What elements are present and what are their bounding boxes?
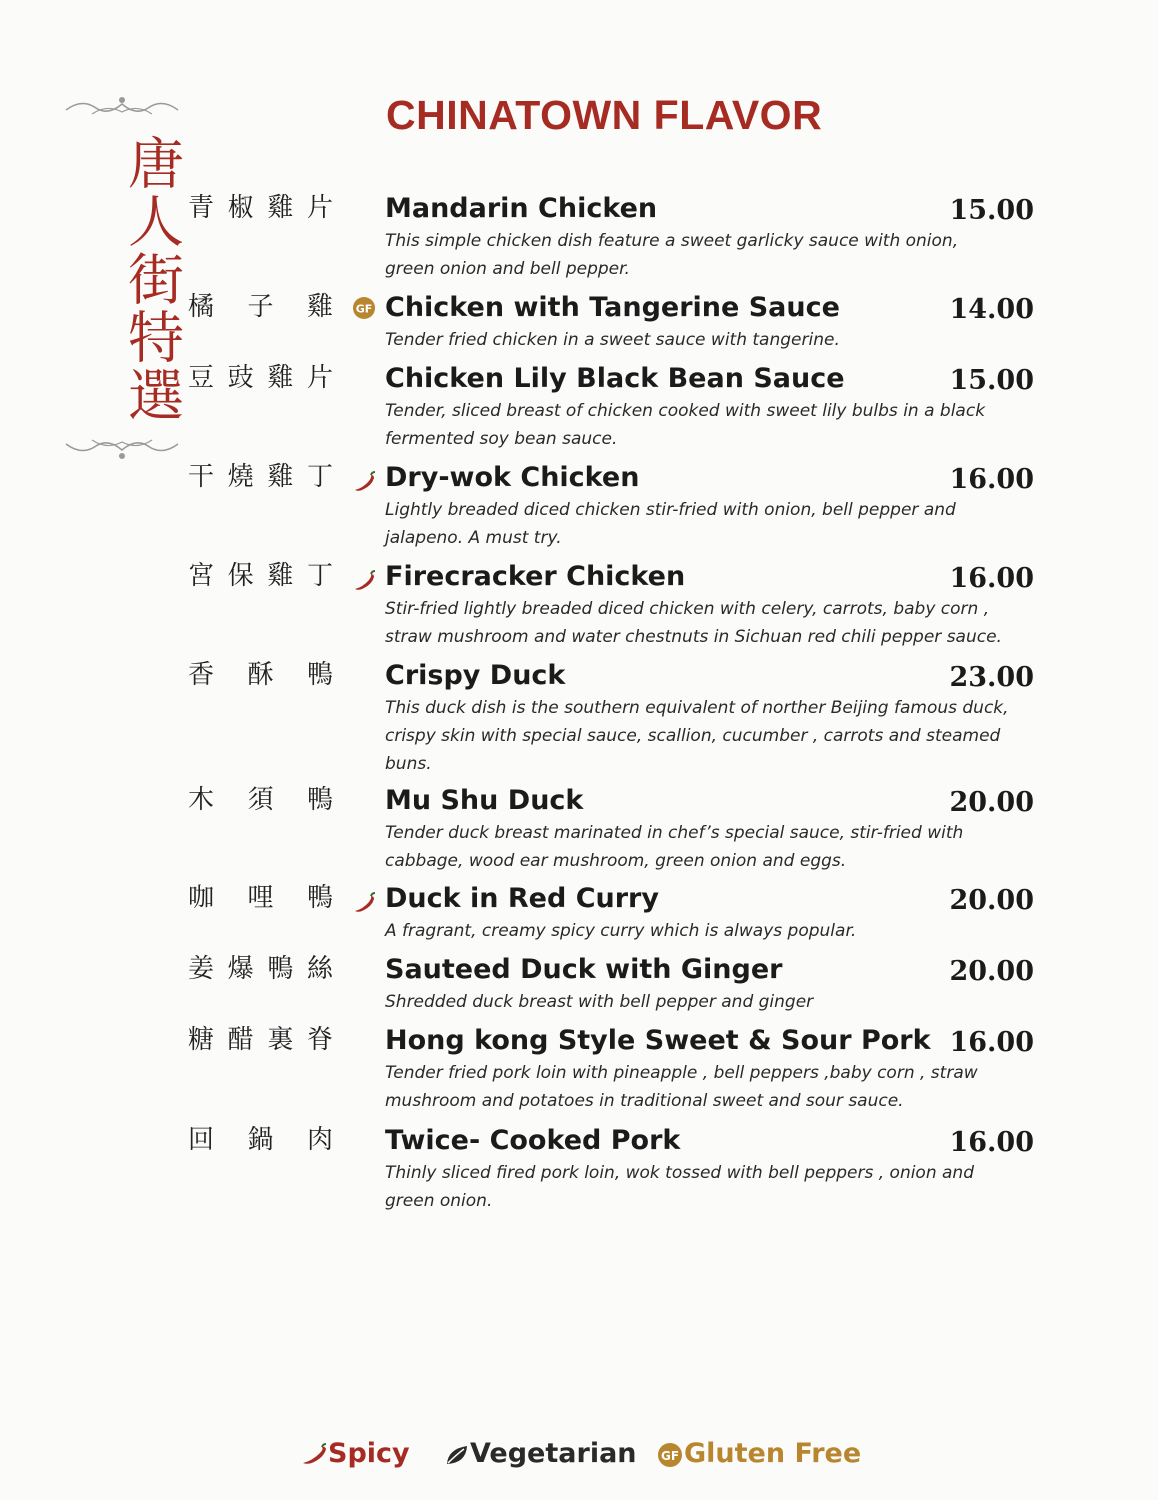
dish-description: This simple chicken dish feature a sweet garlicky sauce with onion, green onion and bell pepper. xyxy=(385,231,959,279)
gluten-free-icon xyxy=(656,1441,684,1469)
dish-chinese-name: 干燒雞丁 xyxy=(188,462,333,492)
legend-spicy-label: Spicy xyxy=(328,1438,410,1469)
side-title xyxy=(62,92,182,464)
dish-chinese-name: 橘子雞 xyxy=(188,292,333,322)
dish-description: Stir-fried lightly breaded diced chicken with celery, carrots, baby corn , straw mushroom and water chestnuts in Sichuan red chili pepper sauce. xyxy=(385,599,1002,647)
dish-chinese-name: 香酥鴨 xyxy=(188,660,333,690)
dish-chinese-name: 木須鴨 xyxy=(188,785,333,815)
legend-spicy xyxy=(300,1436,410,1472)
dish-description: Tender fried pork loin with pineapple , bell peppers ,baby corn , straw mushroom and potatoes in traditional sweet and sour sauce. xyxy=(385,1063,978,1111)
dish-chinese-name: 咖哩鴨 xyxy=(188,883,333,913)
dish-price: 14.00 xyxy=(949,294,1034,325)
dish-description: Tender, sliced breast of chicken cooked with sweet lily bulbs in a black fermented soy bean sauce. xyxy=(385,401,986,449)
gf-badge-text: GF xyxy=(355,302,373,316)
chili-icon xyxy=(300,1443,328,1467)
dish-description: Lightly breaded diced chicken stir-fried with onion, bell pepper and jalapeno. A must try. xyxy=(385,500,956,548)
dish-name: Duck in Red Curry xyxy=(385,883,659,914)
dish-chinese-name: 姜爆鴨絲 xyxy=(188,954,333,984)
dish-name: Crispy Duck xyxy=(385,660,566,691)
side-title-text: 唐人街特選 xyxy=(119,134,184,424)
dish-name: Chicken Lily Black Bean Sauce xyxy=(385,363,845,394)
dish-price: 15.00 xyxy=(949,365,1034,396)
ornament-top xyxy=(62,92,182,122)
legend-gluten-free-label: Gluten Free xyxy=(684,1438,862,1469)
dish-price: 16.00 xyxy=(949,464,1034,495)
dish-chinese-name: 青椒雞片 xyxy=(188,193,333,223)
legend-vegetarian-label: Vegetarian xyxy=(470,1438,637,1469)
dish-description: Tender duck breast marinated in chef’s special sauce, stir-fried with cabbage, wood ear mushroom, green onion and eggs. xyxy=(385,823,964,871)
dish-chinese-name: 豆豉雞片 xyxy=(188,363,333,393)
ornament-bottom xyxy=(62,432,182,462)
chili-icon xyxy=(352,470,376,494)
dish-name: Hong kong Style Sweet & Sour Pork xyxy=(385,1025,931,1056)
dish-description: Thinly sliced fired pork loin, wok tossed with bell peppers , onion and green onion. xyxy=(385,1163,974,1211)
dish-price: 20.00 xyxy=(949,885,1034,916)
dish-price: 16.00 xyxy=(949,1027,1034,1058)
dish-name: Firecracker Chicken xyxy=(385,561,686,592)
legend-gluten-free xyxy=(656,1436,861,1472)
dish-price: 20.00 xyxy=(949,787,1034,818)
dish-chinese-name: 糖醋裏脊 xyxy=(188,1025,333,1055)
dish-chinese-name: 宮保雞丁 xyxy=(188,561,333,591)
dish-price: 16.00 xyxy=(949,563,1034,594)
dish-name: Chicken with Tangerine Sauce xyxy=(385,292,840,323)
gluten-free-icon xyxy=(352,296,376,320)
leaf-icon xyxy=(444,1443,470,1467)
dish-name: Sauteed Duck with Ginger xyxy=(385,954,783,985)
dish-description: This duck dish is the southern equivalent of norther Beijing famous duck, crispy skin with special sauce, scallion, cucumber , carrots and steamed buns. xyxy=(385,698,1009,774)
dish-price: 15.00 xyxy=(949,195,1034,226)
dish-price: 20.00 xyxy=(949,956,1034,987)
dish-price: 16.00 xyxy=(949,1127,1034,1158)
dish-description: Shredded duck breast with bell pepper and ginger xyxy=(385,992,814,1012)
dish-description: Tender fried chicken in a sweet sauce with tangerine. xyxy=(385,330,840,350)
dish-description: A fragrant, creamy spicy curry which is always popular. xyxy=(385,921,857,941)
dish-name: Twice- Cooked Pork xyxy=(385,1125,681,1156)
chili-icon xyxy=(352,891,376,915)
dish-chinese-name: 回鍋肉 xyxy=(188,1125,333,1155)
section-title: CHINATOWN FLAVOR xyxy=(386,92,823,138)
dish-name: Mandarin Chicken xyxy=(385,193,658,224)
gf-badge-text: GF xyxy=(660,1448,680,1463)
dish-name: Mu Shu Duck xyxy=(385,785,584,816)
dish-price: 23.00 xyxy=(949,662,1034,693)
chili-icon xyxy=(352,569,376,593)
legend-vegetarian xyxy=(444,1436,637,1472)
dish-name: Dry-wok Chicken xyxy=(385,462,640,493)
